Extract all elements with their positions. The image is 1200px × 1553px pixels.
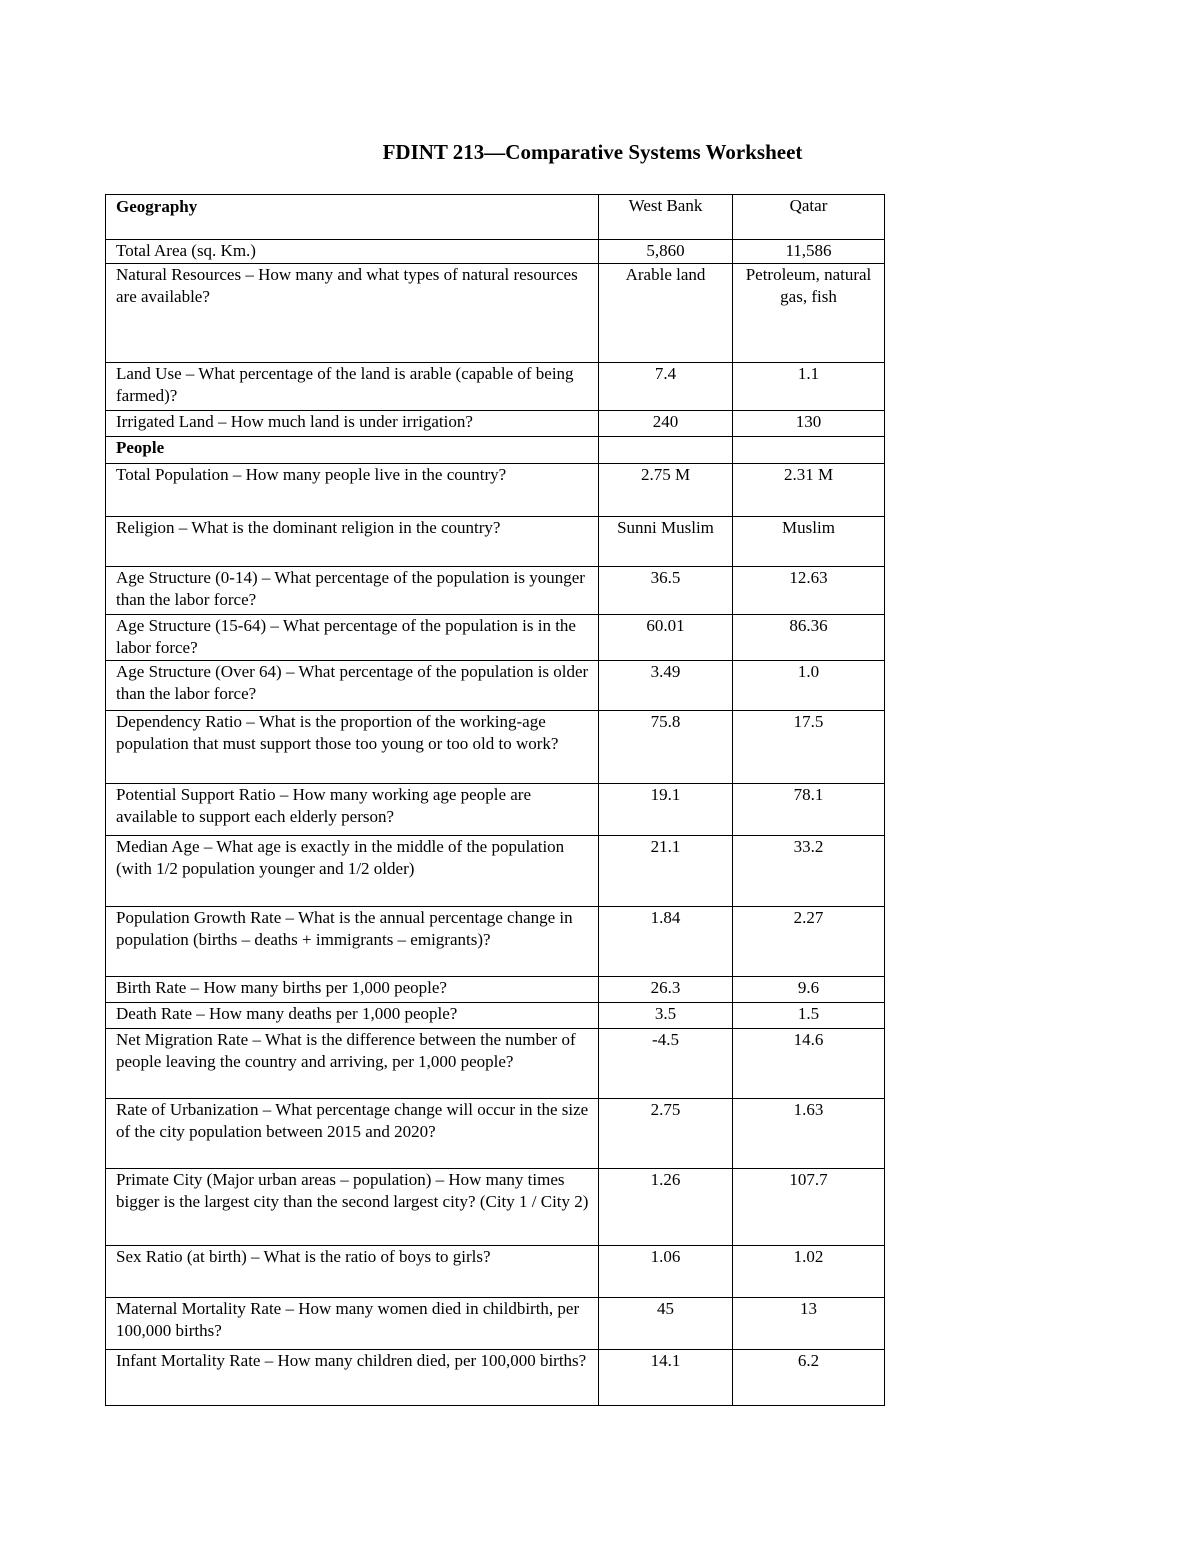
qatar-value: 1.1 [733,362,885,410]
west-bank-value: 19.1 [599,783,733,835]
row-label: Rate of Urbanization – What percentage change will occur in the size of the city population between 2015 and 2020? [106,1098,599,1168]
west-bank-value: 5,860 [599,240,733,264]
table-body [106,195,885,1406]
west-bank-value: 36.5 [599,566,733,614]
qatar-value: 14.6 [733,1028,885,1098]
table-row [106,240,885,264]
qatar-value: 9.6 [733,976,885,1002]
west-bank-value: 45 [599,1297,733,1349]
west-bank-value: 60.01 [599,614,733,660]
table-row [106,1349,885,1405]
qatar-value: 13 [733,1297,885,1349]
west-bank-value: 3.49 [599,660,733,710]
column-header-qatar: Qatar [733,195,885,240]
table-row [106,1297,885,1349]
table-row [106,1245,885,1297]
qatar-value: 130 [733,410,885,436]
empty-cell [733,436,885,463]
row-label: Irrigated Land – How much land is under irrigation? [106,410,599,436]
west-bank-value: 7.4 [599,362,733,410]
section-row-people [106,436,885,463]
header-row [106,195,885,240]
row-label: Religion – What is the dominant religion in the country? [106,516,599,566]
row-label: Natural Resources – How many and what types of natural resources are available? [106,263,599,362]
table-row [106,614,885,660]
qatar-value: Petroleum, natural gas, fish [733,263,885,362]
table-row [106,660,885,710]
qatar-value: 1.02 [733,1245,885,1297]
qatar-value: 17.5 [733,710,885,783]
comparison-table [105,194,885,1406]
section-heading-geography: Geography [106,195,599,240]
west-bank-value: 1.26 [599,1168,733,1245]
qatar-value: 2.31 M [733,463,885,516]
table-row [106,263,885,362]
qatar-value: 12.63 [733,566,885,614]
table-row [106,516,885,566]
table-row [106,1098,885,1168]
row-label: Age Structure (15-64) – What percentage of the population is in the labor force? [106,614,599,660]
table-row [106,710,885,783]
row-label: Birth Rate – How many births per 1,000 people? [106,976,599,1002]
qatar-value: 6.2 [733,1349,885,1405]
qatar-value: 78.1 [733,783,885,835]
row-label: Primate City (Major urban areas – population) – How many times bigger is the largest city than the second largest city? (City 1 / City 2) [106,1168,599,1245]
row-label: Sex Ratio (at birth) – What is the ratio of boys to girls? [106,1245,599,1297]
table-row [106,566,885,614]
qatar-value: 1.0 [733,660,885,710]
qatar-value: 11,586 [733,240,885,264]
qatar-value: 86.36 [733,614,885,660]
row-label: Maternal Mortality Rate – How many women died in childbirth, per 100,000 births? [106,1297,599,1349]
row-label: Death Rate – How many deaths per 1,000 people? [106,1002,599,1028]
row-label: Population Growth Rate – What is the annual percentage change in population (births – deaths + immigrants – emigrants)? [106,906,599,976]
west-bank-value: Arable land [599,263,733,362]
row-label: Age Structure (0-14) – What percentage of the population is younger than the labor force? [106,566,599,614]
row-label: Dependency Ratio – What is the proportion of the working-age population that must support those too young or too old to work? [106,710,599,783]
qatar-value: 1.63 [733,1098,885,1168]
qatar-value: 2.27 [733,906,885,976]
table-row [106,410,885,436]
west-bank-value: 3.5 [599,1002,733,1028]
section-heading-people: People [106,436,599,463]
table-row [106,1002,885,1028]
row-label: Net Migration Rate – What is the difference between the number of people leaving the country and arriving, per 1,000 people? [106,1028,599,1098]
west-bank-value: 2.75 [599,1098,733,1168]
table-row [106,1028,885,1098]
west-bank-value: 21.1 [599,835,733,906]
west-bank-value: 2.75 M [599,463,733,516]
west-bank-value: 26.3 [599,976,733,1002]
row-label: Total Population – How many people live in the country? [106,463,599,516]
column-header-west-bank: West Bank [599,195,733,240]
qatar-value: Muslim [733,516,885,566]
table-row [106,463,885,516]
west-bank-value: 75.8 [599,710,733,783]
empty-cell [599,436,733,463]
row-label: Potential Support Ratio – How many working age people are available to support each elderly person? [106,783,599,835]
table-row [106,1168,885,1245]
west-bank-value: -4.5 [599,1028,733,1098]
qatar-value: 33.2 [733,835,885,906]
row-label: Age Structure (Over 64) – What percentage of the population is older than the labor force? [106,660,599,710]
qatar-value: 1.5 [733,1002,885,1028]
table-row [106,783,885,835]
west-bank-value: Sunni Muslim [599,516,733,566]
table-row [106,835,885,906]
row-label: Land Use – What percentage of the land is arable (capable of being farmed)? [106,362,599,410]
table-row [106,976,885,1002]
west-bank-value: 1.84 [599,906,733,976]
west-bank-value: 14.1 [599,1349,733,1405]
row-label: Total Area (sq. Km.) [106,240,599,264]
table-row [106,362,885,410]
row-label: Infant Mortality Rate – How many children died, per 100,000 births? [106,1349,599,1405]
page-title: FDINT 213—Comparative Systems Worksheet [382,140,803,164]
west-bank-value: 240 [599,410,733,436]
table-row [106,906,885,976]
west-bank-value: 1.06 [599,1245,733,1297]
row-label: Median Age – What age is exactly in the middle of the population (with 1/2 population younger and 1/2 older) [106,835,599,906]
qatar-value: 107.7 [733,1168,885,1245]
